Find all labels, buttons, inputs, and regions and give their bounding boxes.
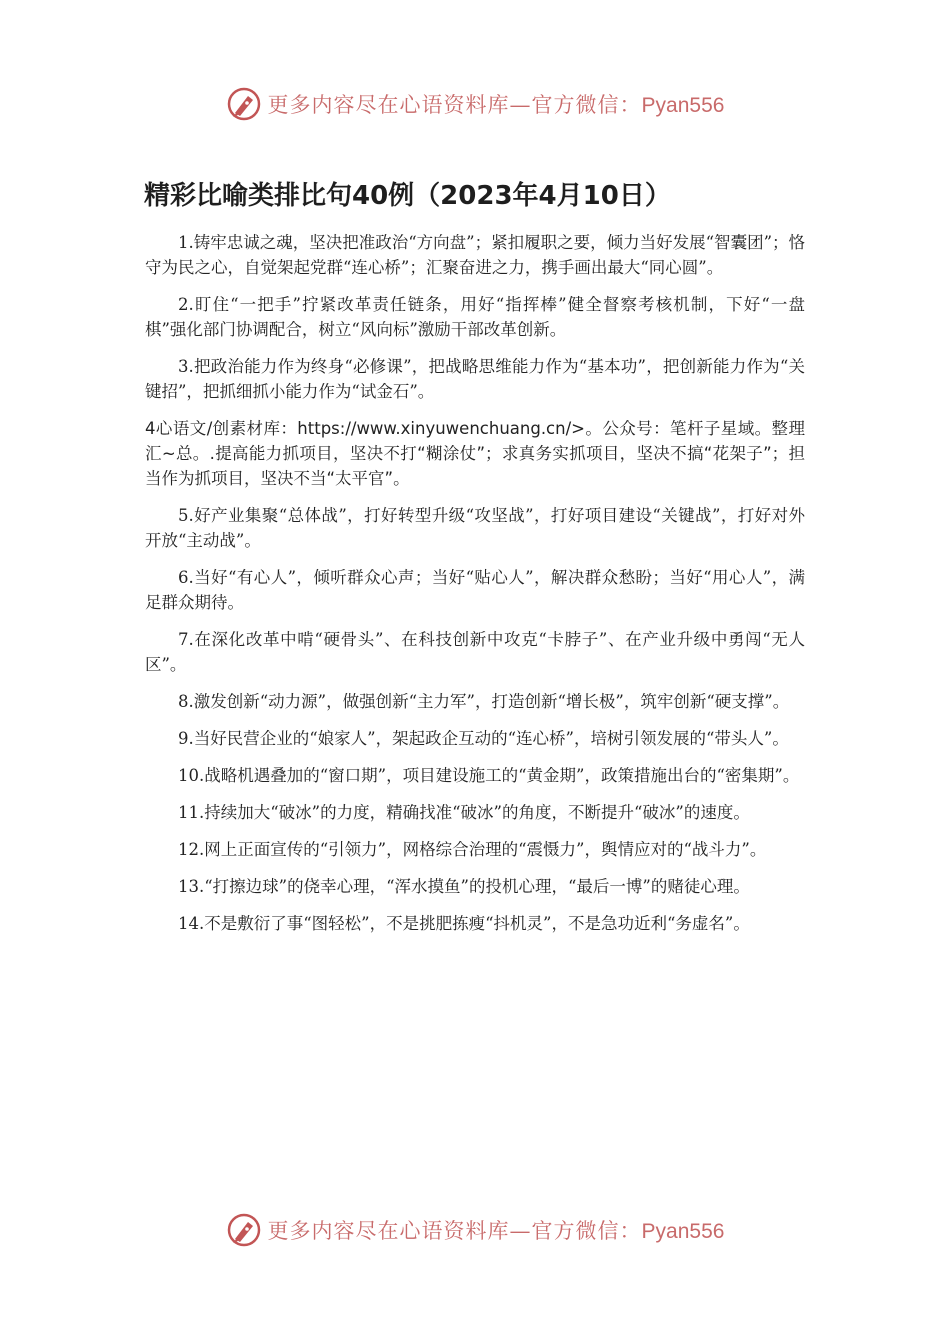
paragraph-7: 7.在深化改革中啃“硬骨头”、在科技创新中攻克“卡脖子”、在产业升级中勇闯“无人区”。 xyxy=(145,630,805,674)
banner-text xyxy=(268,89,725,119)
paragraph-6: 6.当好“有心人”，倾听群众心声；当好“贴心人”，解决群众愁盼；当好“用心人”，满足群众期待。 xyxy=(145,568,805,612)
banner-wechat-id: Pyan556 xyxy=(641,1220,725,1243)
paragraph-4: 4心语文/创素材库：https://www.xinyuwenchuang.cn/>。公众号：笔杆子星域。整理汇~总。.提高能力抓项目，坚决不打“糊涂仗”；求真务实抓项目，坚决不搞“花架子”；担当作为抓项目，坚决不当“太平官”。 xyxy=(145,419,805,488)
document-title: 精彩比喻类排比句40例（2023年4月10日） xyxy=(144,181,671,211)
paragraph-1: 1.铸牢忠诚之魂，坚决把准政治“方向盘”；紧扣履职之要，倾力当好发展“智囊团”；恪守为民之心，自觉架起党群“连心桥”；汇聚奋进之力，携手画出最大“同心圆”。 xyxy=(145,233,805,277)
pen-nib-logo-icon xyxy=(226,1212,262,1248)
banner-wechat-id: Pyan556 xyxy=(641,94,725,117)
paragraph-13: 13.“打擦边球”的侥幸心理，“浑水摸鱼”的投机心理，“最后一博”的赌徒心理。 xyxy=(178,877,750,896)
paragraph-14: 14.不是敷衍了事“图轻松”，不是挑肥拣瘦“抖机灵”，不是急功近利“务虚名”。 xyxy=(178,914,750,933)
paragraph-8: 8.激发创新“动力源”，做强创新“主力军”，打造创新“增长极”，筑牢创新“硬支撑”。 xyxy=(178,692,790,711)
document-body xyxy=(145,230,805,948)
paragraph-2: 2.盯住“一把手”拧紧改革责任链条，用好“指挥棒”健全督察考核机制，下好“一盘棋”强化部门协调配合，树立“风向标”激励干部改革创新。 xyxy=(145,295,805,339)
banner-text xyxy=(268,1215,725,1245)
footer-watermark-banner xyxy=(0,1210,950,1250)
header-watermark-banner xyxy=(0,84,950,124)
paragraph-5: 5.好产业集聚“总体战”，打好转型升级“攻坚战”，打好项目建设“关键战”，打好对外开放“主动战”。 xyxy=(145,506,805,550)
banner-label: 更多内容尽在心语资料库—官方微信： xyxy=(267,93,642,117)
paragraph-3: 3.把政治能力作为终身“必修课”，把战略思维能力作为“基本功”，把创新能力作为“关键招”，把抓细抓小能力作为“试金石”。 xyxy=(145,357,805,401)
pen-nib-logo-icon xyxy=(226,86,262,122)
paragraph-11: 11.持续加大“破冰”的力度，精确找准“破冰”的角度，不断提升“破冰”的速度。 xyxy=(178,803,750,822)
paragraph-10: 10.战略机遇叠加的“窗口期”，项目建设施工的“黄金期”，政策措施出台的“密集期”。 xyxy=(178,766,800,785)
banner-label: 更多内容尽在心语资料库—官方微信： xyxy=(267,1219,642,1243)
paragraph-9: 9.当好民营企业的“娘家人”，架起政企互动的“连心桥”，培树引领发展的“带头人”。 xyxy=(178,729,789,748)
paragraph-12: 12.网上正面宣传的“引领力”，网格综合治理的“震慑力”，舆情应对的“战斗力”。 xyxy=(178,840,767,859)
